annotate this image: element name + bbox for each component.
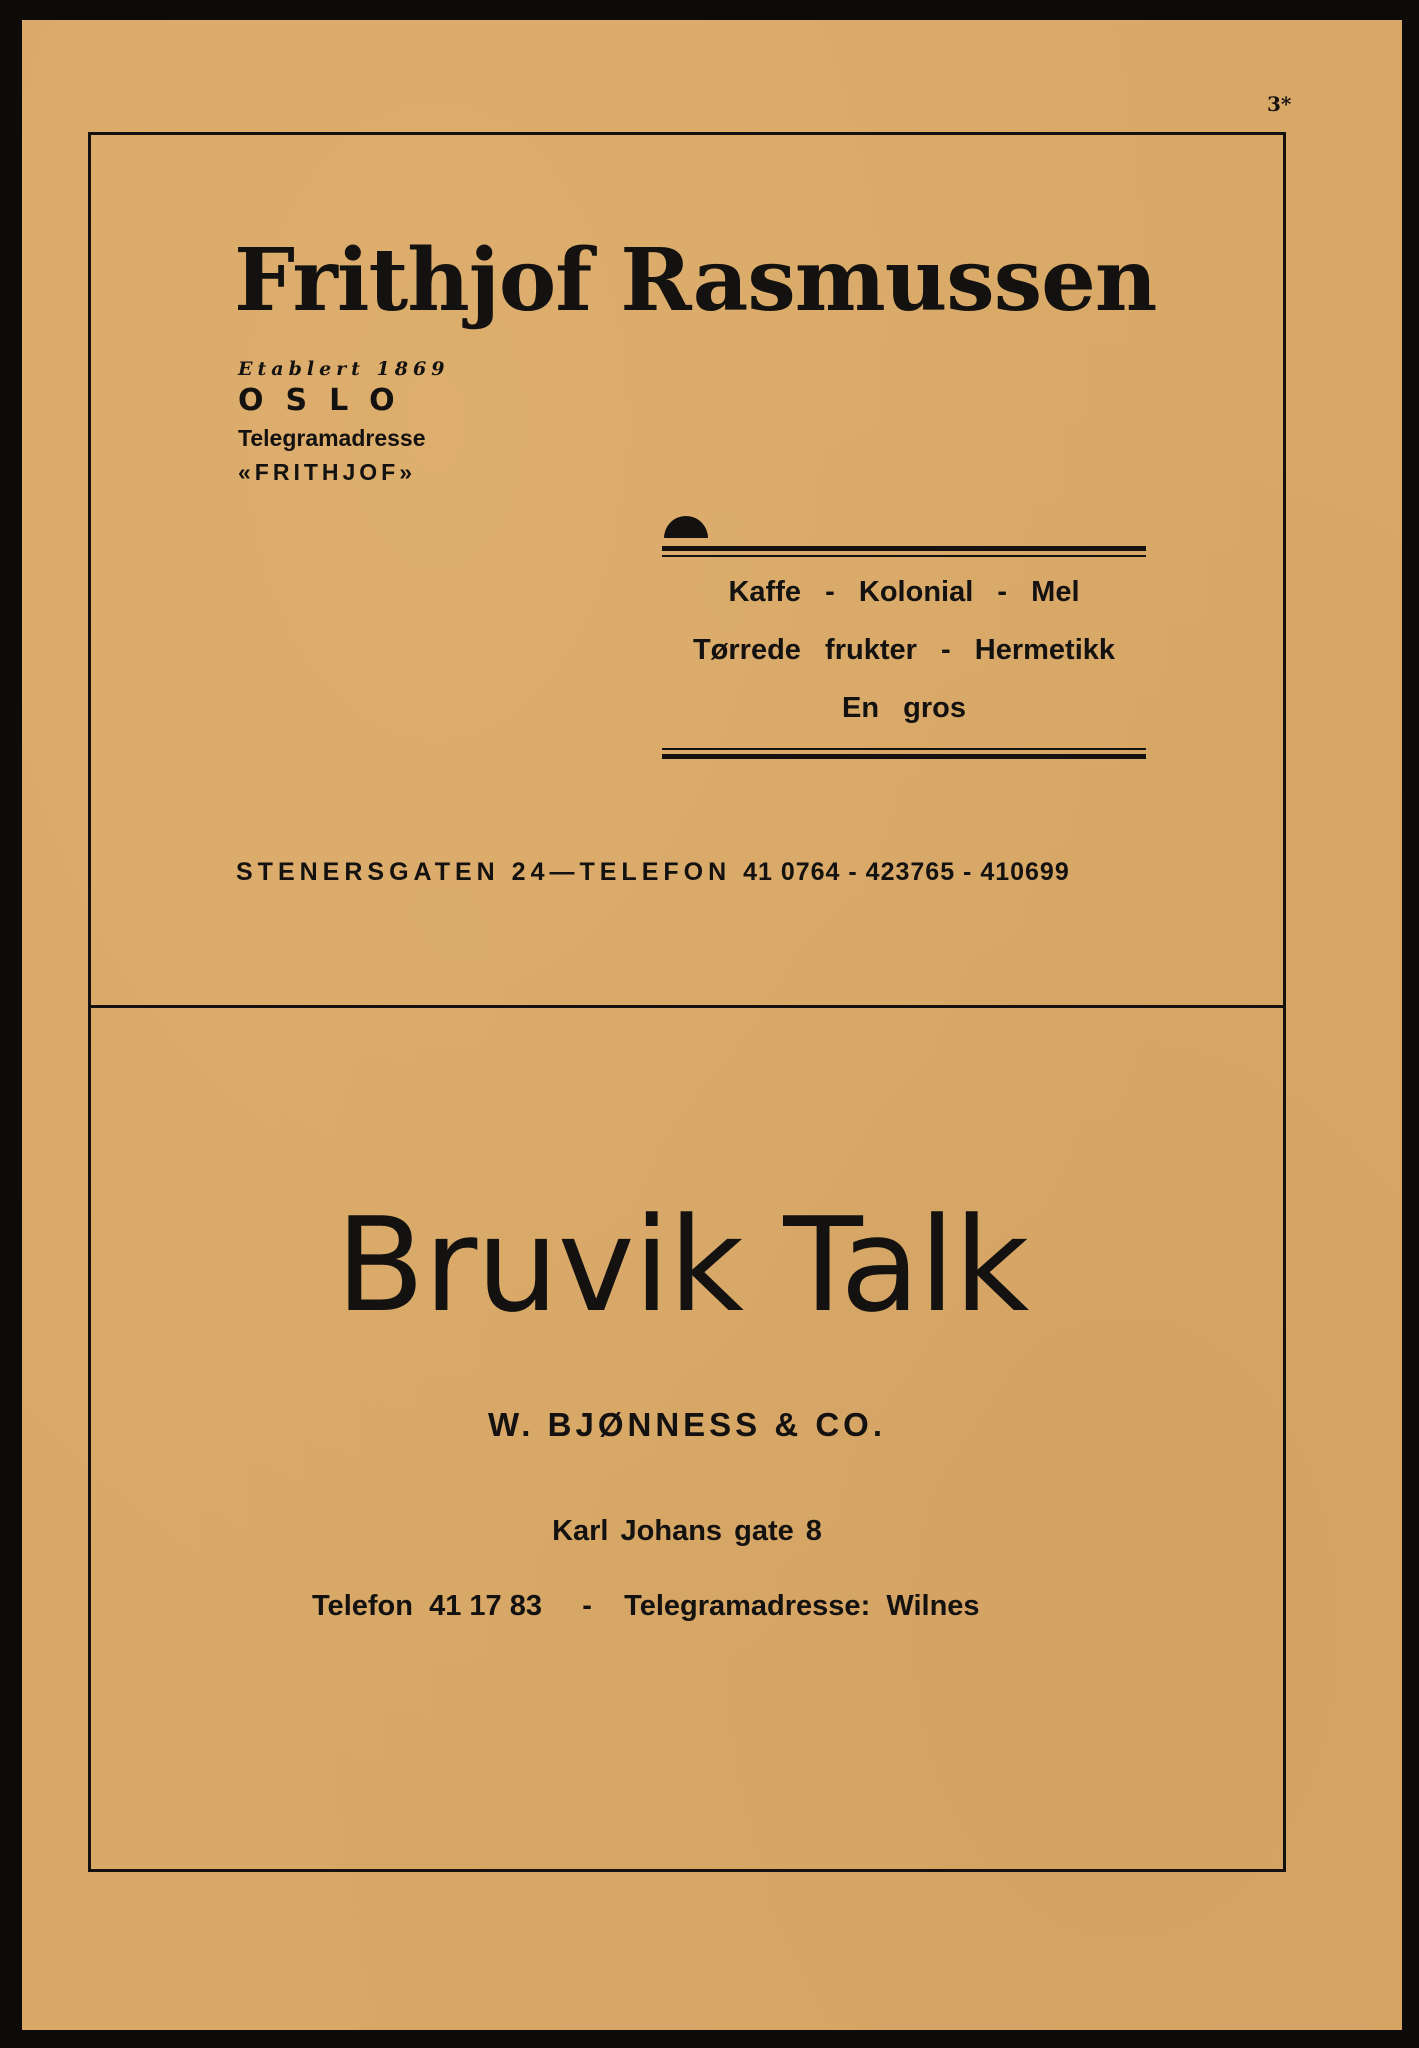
phone-numbers: 41 0764 - 423765 - 410699 bbox=[743, 858, 1070, 886]
page-number: 3* bbox=[1267, 92, 1292, 116]
brand-name: Bruvik Talk bbox=[335, 1189, 1029, 1341]
address-phone-line bbox=[236, 858, 1070, 887]
contact-line: Telefon 41 17 83 - Telegramadresse: Wilnes bbox=[312, 1590, 980, 1622]
top-rule-thick bbox=[662, 546, 1146, 551]
top-rule-thin bbox=[662, 555, 1146, 557]
telegram-label: Telegramadresse bbox=[238, 425, 426, 451]
street-address: Karl Johans gate 8 bbox=[552, 1515, 822, 1547]
ad-divider bbox=[88, 1005, 1286, 1008]
bottom-rule-thin bbox=[662, 748, 1146, 750]
established-year: Etablert 1869 bbox=[238, 358, 450, 380]
bottom-rule-thick bbox=[662, 754, 1146, 759]
company-name: W. BJØNNESS & CO. bbox=[487, 1406, 887, 1443]
goods-line-2: Tørrede frukter - Hermetikk bbox=[692, 634, 1116, 666]
goods-line-1: Kaffe - Kolonial - Mel bbox=[728, 576, 1080, 608]
half-sun-icon bbox=[662, 512, 710, 540]
telegram-address: «FRITHJOF» bbox=[238, 459, 417, 485]
catalog-page bbox=[22, 20, 1402, 2030]
company-name: Frithjof Rasmussen bbox=[234, 230, 1157, 331]
goods-line-3: En gros bbox=[841, 692, 966, 724]
city-name: OSLO bbox=[238, 383, 417, 418]
street-address: STENERSGATEN 24—TELEFON bbox=[236, 858, 732, 886]
